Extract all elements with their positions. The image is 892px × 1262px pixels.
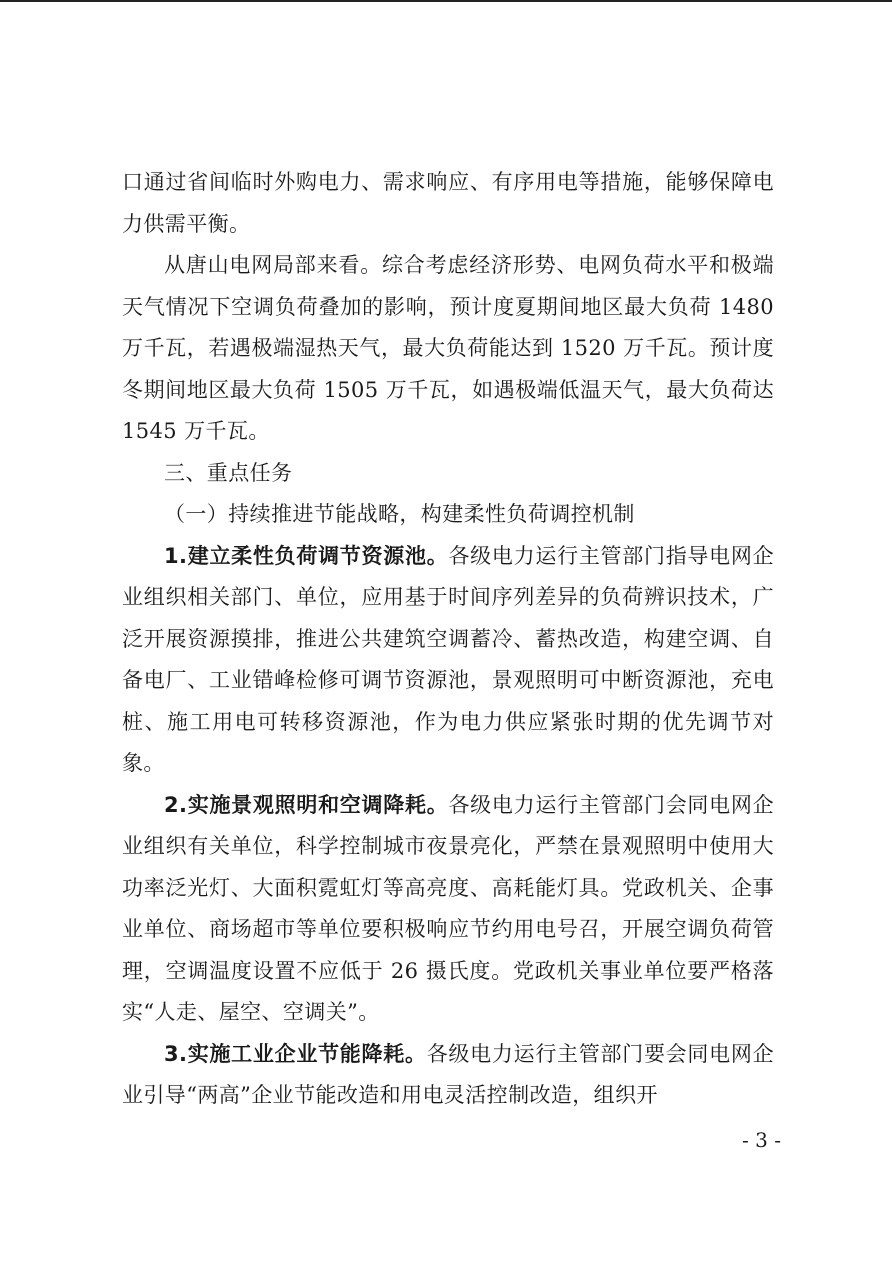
item-3 <box>122 1034 774 1117</box>
sub-section-heading: （一）持续推进节能战略，构建柔性负荷调控机制 <box>164 502 635 526</box>
paragraph-tangshan-grid: 从唐山电网局部来看。综合考虑经济形势、电网负荷水平和极端天气情况下空调负荷叠加的影响，预计度夏期间地区最大负荷 1480 万千瓦，若遇极端湿热天气，最大负荷能达到 1520 万千瓦。预计度冬期间地区最大负荷 1505 万千瓦，如遇极端低温天气，最大负荷达 1545 万千瓦。 <box>122 253 774 443</box>
item-2 <box>122 785 774 1034</box>
paragraph-continuation: 口通过省间临时外购电力、需求响应、有序用电等措施，能够保障电力供需平衡。 <box>122 170 774 236</box>
item-1-title: 1.建立柔性负荷调节资源池。 <box>164 543 449 568</box>
item-1 <box>122 536 774 785</box>
item-2-body: 各级电力运行主管部门会同电网企业组织有关单位，科学控制城市夜景亮化，严禁在景观照明中使用大功率泛光灯、大面积霓虹灯等高亮度、高耗能灯具。党政机关、企事业单位、商场超市等单位要积极响应节约用电号召，开展空调负荷管理，空调温度设置不应低于 26 摄氏度。党政机关事业单位要严格落实“人走、屋空、空调关”。 <box>122 792 774 1024</box>
item-3-title: 3.实施工业企业节能降耗。 <box>164 1041 427 1066</box>
page-top-border <box>0 0 892 2</box>
page-number: - 3 - <box>742 1128 781 1152</box>
item-3-body: 各级电力运行主管部门要会同电网企业引导“两高”企业节能改造和用电灵活控制改造，组织开 <box>122 1041 774 1107</box>
item-1-body: 各级电力运行主管部门指导电网企业组织相关部门、单位，应用基于时间序列差异的负荷辨识技术，广泛开展资源摸排，推进公共建筑空调蓄冷、蓄热改造，构建空调、自备电厂、工业错峰检修可调节资源池，景观照明可中断资源池，充电桩、施工用电可转移资源池，作为电力供应紧张时期的优先调节对象。 <box>122 543 774 775</box>
document-body <box>122 162 774 1117</box>
section-heading: 三、重点任务 <box>164 460 293 485</box>
item-2-title: 2.实施景观照明和空调降耗。 <box>164 792 449 817</box>
